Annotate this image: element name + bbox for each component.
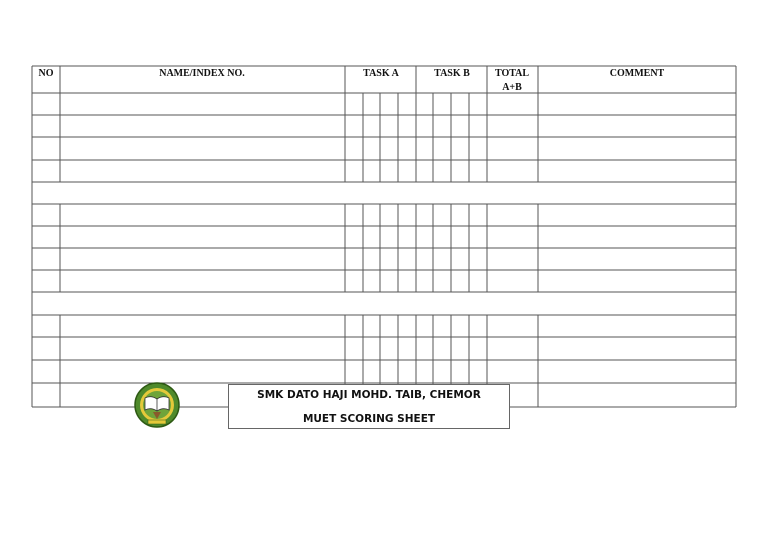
- sheet-title: MUET SCORING SHEET: [302, 413, 436, 425]
- header-task-b: TASK B: [434, 68, 470, 79]
- school-crest-icon: [134, 381, 180, 429]
- school-name: SMK DATO HAJI MOHD. TAIB, CHEMOR: [257, 389, 481, 401]
- header-name: NAME/INDEX NO.: [159, 68, 245, 79]
- table-grid: [32, 66, 736, 407]
- header-comment: COMMENT: [609, 68, 665, 79]
- title-box: [228, 384, 510, 429]
- header-total-sub: A+B: [502, 82, 522, 93]
- header-total: TOTAL: [494, 68, 530, 79]
- header-task-a: TASK A: [363, 68, 399, 79]
- header-no: NO: [38, 68, 54, 79]
